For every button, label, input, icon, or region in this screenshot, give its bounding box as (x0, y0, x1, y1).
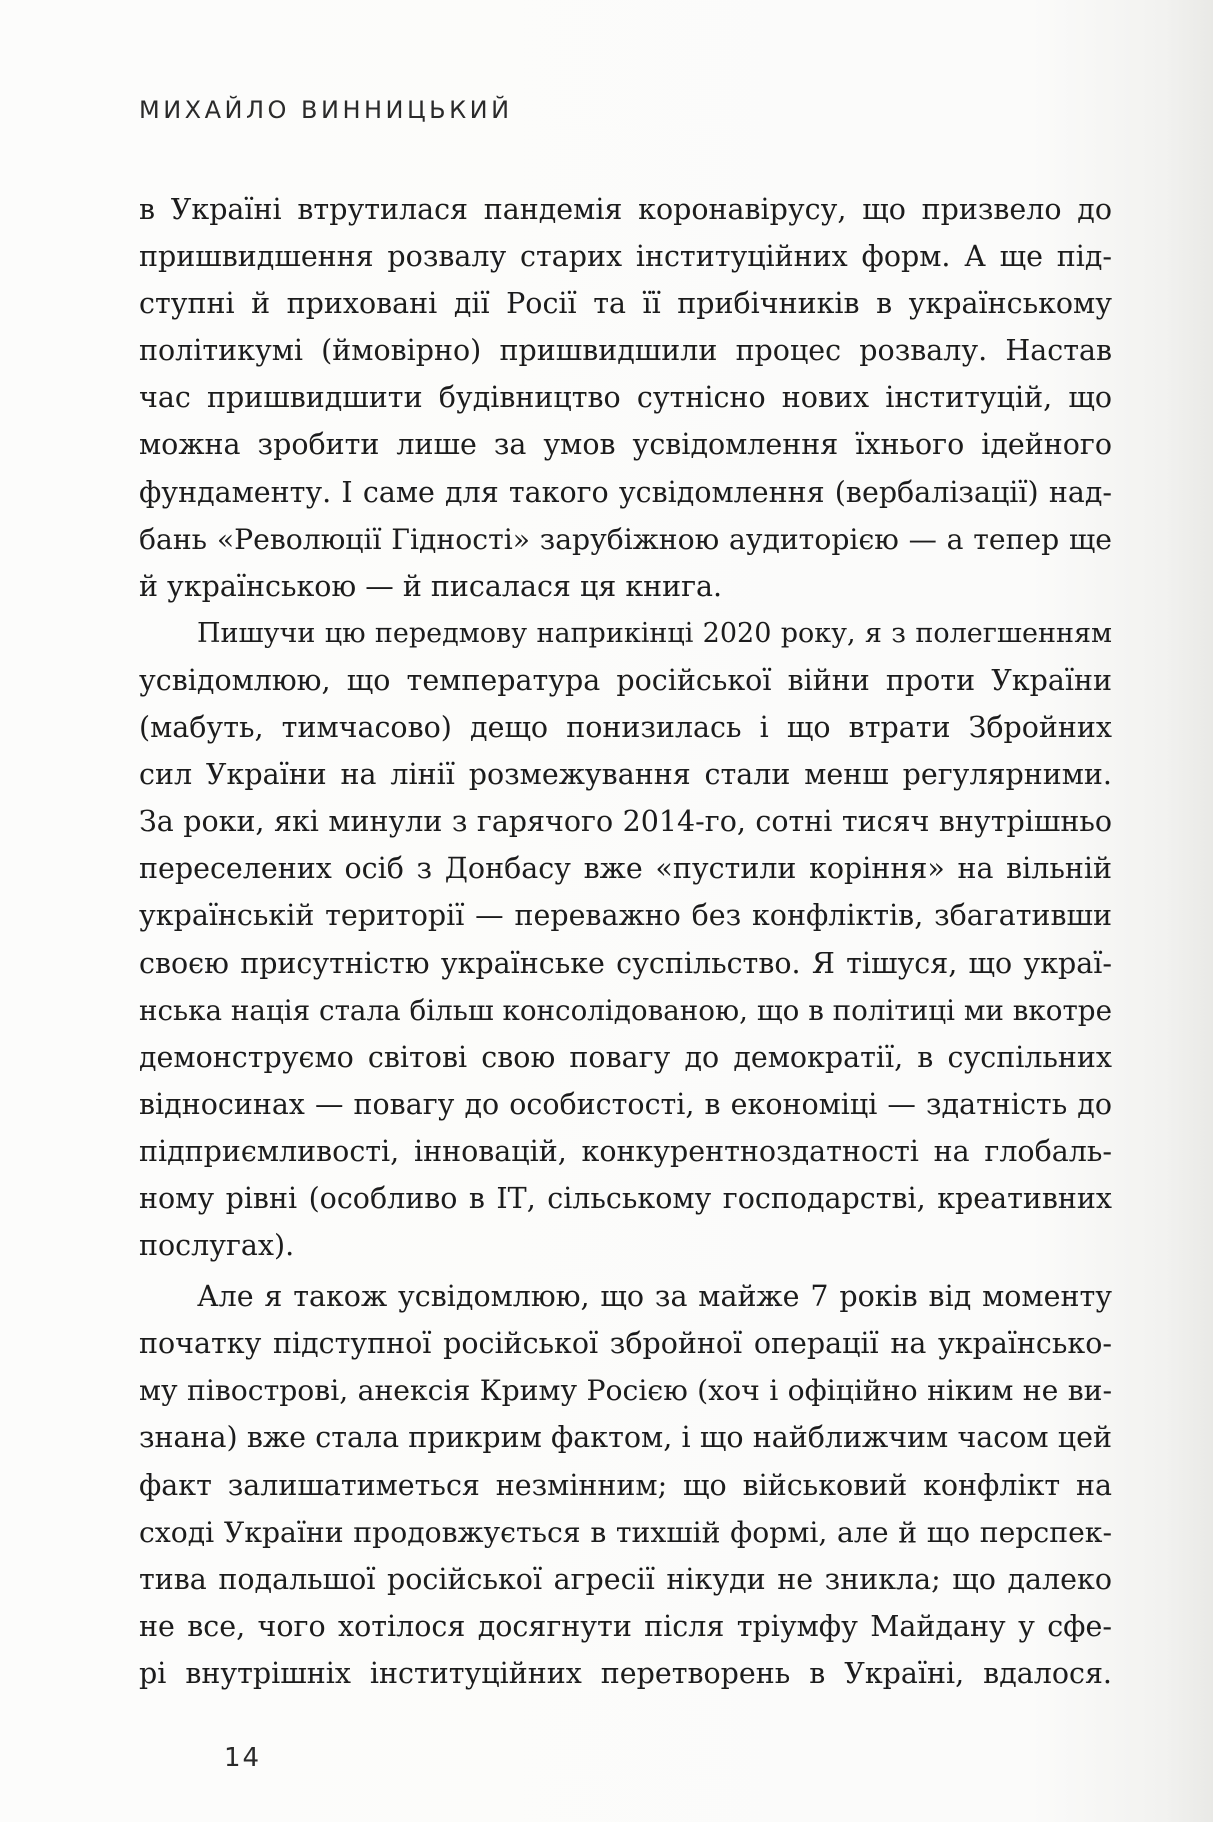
body-text (139, 186, 1112, 1697)
text-line: нська нація стала більш консолідованою, що в політиці ми вкотре (139, 993, 1112, 1027)
text-line: му півострові, анексія Криму Росією (хоч і офіційно ніким не ви- (139, 1374, 1112, 1408)
page-number: 14 (224, 1743, 262, 1773)
text-line: сході України продовжується в тихшій формі, але й що перспек- (139, 1515, 1112, 1549)
text-line: час пришвидшити будівництво сутнісно нових інституцій, що (139, 381, 1112, 415)
text-line: початку підступної російської збройної операції на українсько- (139, 1327, 1112, 1361)
text-line: Але я також усвідомлюю, що за майже 7 років від моменту (197, 1280, 1112, 1314)
running-head: МИХАЙЛО ВИННИЦЬКИЙ (139, 96, 513, 124)
text-line: послугах). (139, 1229, 295, 1263)
text-line: факт залишатиметься незмінним; що військовий конфлікт на (139, 1468, 1112, 1502)
text-line: усвідомлюю, що температура російської війни проти України (139, 663, 1112, 697)
text-line: підприємливості, інновацій, конкурентноздатності на глобаль- (139, 1134, 1112, 1168)
text-line: українській території — переважно без конфліктів, збагативши (139, 899, 1112, 933)
text-line: в Україні втрутилася пандемія коронавірусу, що призвело до (139, 193, 1112, 226)
text-line: За роки, які минули з гарячого 2014-го, сотні тисяч внутрішньо (139, 805, 1112, 839)
text-line: сил України на лінії розмежування стали менш регулярними. (139, 758, 1112, 792)
text-line: демонструємо світові свою повагу до демократії, в суспільних (139, 1040, 1112, 1074)
text-line: політикумі (ймовірно) пришвидшили процес розвалу. Настав (139, 334, 1112, 368)
text-line: не все, чого хотілося досягнути після тріумфу Майдану у сфе- (139, 1609, 1112, 1643)
text-line: ступні й приховані дії Росії та її прибічників в українському (139, 287, 1112, 321)
text-line: відносинах — повагу до особистості, в економіці — здатність до (139, 1087, 1112, 1121)
text-line: фундаменту. І саме для такого усвідомлення (вербалізації) над- (139, 475, 1112, 509)
text-line: й українською — й писалася ця книга. (139, 569, 723, 603)
text-line: можна зробити лише за умов усвідомлення їхнього ідейного (139, 428, 1112, 462)
text-line: знана) вже стала прикрим фактом, і що найближчим часом цей (139, 1421, 1112, 1455)
text-line: ному рівні (особливо в ІТ, сільському господарстві, креативних (139, 1181, 1112, 1215)
text-line: (мабуть, тимчасово) дещо понизилась і що втрати Збройних (139, 711, 1112, 745)
text-line: рі внутрішніх інституційних перетворень в Україні, вдалося. (139, 1656, 1112, 1690)
text-line: бань «Революції Гідності» зарубіжною аудиторією — а тепер ще (139, 522, 1112, 556)
text-line: переселених осіб з Донбасу вже «пустили коріння» на вільній (139, 852, 1112, 886)
text-line: Пишучи цю передмову наприкінці 2020 року, я з полегшенням (197, 617, 1112, 649)
text-line: тива подальшої російської агресії нікуди не зникла; що далеко (139, 1562, 1112, 1596)
text-line: пришвидшення розвалу старих інституційних форм. А ще під- (139, 240, 1112, 274)
text-line: своєю присутністю українське суспільство. Я тішуся, що украї- (139, 946, 1112, 980)
